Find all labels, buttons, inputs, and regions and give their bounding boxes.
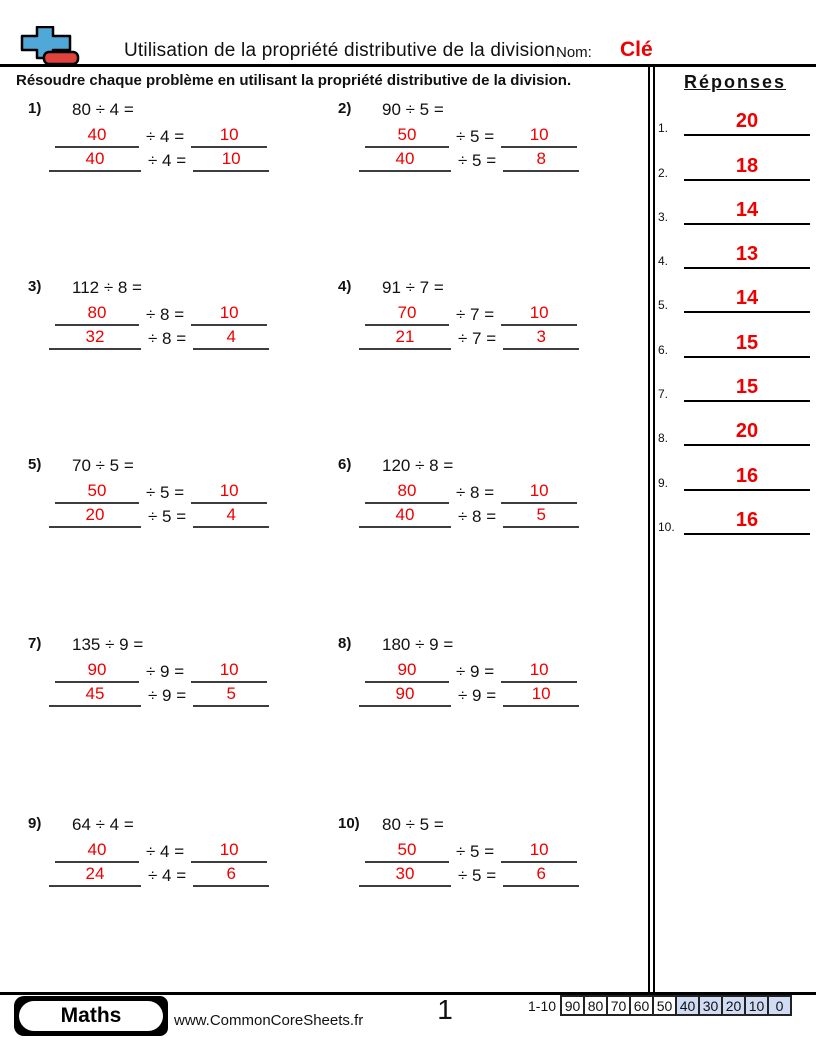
divisor-text: ÷ 4 = (146, 842, 185, 861)
answer-number: 1. (658, 121, 669, 136)
divisor-text: ÷ 5 = (456, 842, 495, 861)
problem-work-row (338, 659, 638, 683)
grading-scale-box: 60 (629, 995, 654, 1016)
answer-value: 20 (684, 108, 810, 136)
result-blank: 10 (191, 302, 267, 326)
operand-blank: 40 (359, 504, 451, 528)
problem-work-row (28, 504, 328, 528)
operand-blank: 40 (49, 148, 141, 172)
result-blank: 10 (501, 839, 577, 863)
operand-blank: 20 (49, 504, 141, 528)
problem-number: 1) (28, 100, 42, 117)
divisor-text: ÷ 9 = (456, 662, 495, 681)
answer-item (658, 225, 810, 269)
maths-brand-label: Maths (19, 1001, 163, 1031)
result-blank: 10 (503, 683, 579, 707)
grading-scale-box: 10 (744, 995, 769, 1016)
result-blank: 10 (501, 659, 577, 683)
problem-block (338, 100, 638, 172)
operand-blank: 45 (49, 683, 141, 707)
result-blank: 10 (501, 124, 577, 148)
maths-brand-logo (14, 996, 168, 1036)
answer-value: 13 (684, 241, 810, 269)
problem-work-row (28, 863, 328, 887)
problem-statement: 180 ÷ 9 = (382, 635, 454, 654)
problem-block (28, 635, 328, 707)
problem-work-row (28, 683, 328, 707)
operand-blank: 40 (55, 124, 139, 148)
vertical-divider (648, 64, 655, 992)
grading-scale-box: 20 (721, 995, 746, 1016)
grading-scale-label: 1-10 (528, 997, 557, 1014)
result-blank: 5 (503, 504, 579, 528)
problem-statement: 91 ÷ 7 = (382, 278, 444, 297)
result-blank: 5 (193, 683, 269, 707)
page-title: Utilisation de la propriété distributive de la division (124, 40, 556, 61)
result-blank: 10 (191, 839, 267, 863)
answer-item (658, 269, 810, 313)
answer-value: 16 (684, 507, 810, 535)
operand-blank: 90 (365, 659, 449, 683)
name-label: Nom: (556, 44, 592, 61)
name-value-key: Clé (620, 38, 653, 61)
problem-statement: 70 ÷ 5 = (72, 456, 134, 475)
result-blank: 10 (191, 124, 267, 148)
answer-number: 2. (658, 165, 669, 180)
operand-blank: 70 (365, 302, 449, 326)
divisor-text: ÷ 7 = (456, 305, 495, 324)
grading-scale-box: 50 (652, 995, 677, 1016)
divisor-text: ÷ 5 = (456, 127, 495, 146)
problem-block (28, 456, 328, 528)
answers-list (658, 92, 810, 535)
divisor-text: ÷ 5 = (458, 151, 497, 170)
operand-blank: 32 (49, 326, 141, 350)
result-blank: 6 (193, 863, 269, 887)
divisor-text: ÷ 9 = (458, 686, 497, 705)
problem-work-row (338, 302, 638, 326)
answer-item (658, 181, 810, 225)
grading-scale-box: 70 (606, 995, 631, 1016)
answers-column (654, 64, 816, 534)
result-blank: 4 (193, 504, 269, 528)
problem-work-row (338, 683, 638, 707)
grading-scale-box: 80 (583, 995, 608, 1016)
problem-work-row (28, 302, 328, 326)
answer-number: 4. (658, 254, 669, 269)
operand-blank: 90 (55, 659, 139, 683)
answer-number: 6. (658, 342, 669, 357)
answer-value: 16 (684, 463, 810, 491)
divisor-text: ÷ 8 = (146, 305, 185, 324)
divisor-text: ÷ 7 = (458, 329, 497, 348)
problem-statement: 120 ÷ 8 = (382, 456, 454, 475)
answer-item (658, 313, 810, 357)
answers-title: Réponses (683, 72, 787, 92)
problem-number: 10) (338, 815, 360, 832)
result-blank: 10 (193, 148, 269, 172)
operand-blank: 50 (365, 839, 449, 863)
grading-scale-box: 30 (698, 995, 723, 1016)
divisor-text: ÷ 8 = (456, 483, 495, 502)
problem-statement: 80 ÷ 4 = (72, 100, 134, 119)
problem-block (338, 635, 638, 707)
problem-work-row (28, 659, 328, 683)
operand-blank: 90 (359, 683, 451, 707)
problem-block (338, 278, 638, 350)
operand-blank: 24 (49, 863, 141, 887)
answer-item (658, 136, 810, 180)
divisor-text: ÷ 8 = (148, 329, 187, 348)
operand-blank: 50 (55, 480, 139, 504)
divisor-text: ÷ 5 = (146, 483, 185, 502)
page-number: 1 (437, 994, 453, 1025)
problem-statement: 112 ÷ 8 = (72, 278, 142, 297)
answer-item (658, 491, 810, 535)
divisor-text: ÷ 4 = (148, 151, 187, 170)
answer-number: 10. (658, 519, 675, 534)
website-url: www.CommonCoreSheets.fr (174, 1012, 364, 1029)
problem-work-row (338, 839, 638, 863)
grading-scale (528, 995, 792, 1016)
result-blank: 4 (193, 326, 269, 350)
operand-blank: 80 (365, 480, 449, 504)
grading-scale-box: 0 (767, 995, 792, 1016)
problem-statement: 90 ÷ 5 = (382, 100, 444, 119)
answer-item (658, 402, 810, 446)
divisor-text: ÷ 4 = (148, 866, 187, 885)
operand-blank: 21 (359, 326, 451, 350)
result-blank: 3 (503, 326, 579, 350)
problem-number: 7) (28, 635, 42, 652)
answer-number: 3. (658, 209, 669, 224)
problem-number: 2) (338, 100, 352, 117)
problem-work-row (338, 863, 638, 887)
divisor-text: ÷ 5 = (458, 866, 497, 885)
problem-work-row (28, 148, 328, 172)
problem-work-row (338, 480, 638, 504)
problem-work-row (28, 124, 328, 148)
problem-number: 4) (338, 278, 352, 295)
divisor-text: ÷ 4 = (146, 127, 185, 146)
result-blank: 10 (191, 659, 267, 683)
problem-work-row (28, 839, 328, 863)
problem-number: 8) (338, 635, 352, 652)
problem-work-row (338, 326, 638, 350)
answer-number: 9. (658, 475, 669, 490)
problem-work-row (338, 504, 638, 528)
problem-statement: 80 ÷ 5 = (382, 815, 444, 834)
problem-block (28, 100, 328, 172)
answer-number: 8. (658, 431, 669, 446)
problem-work-row (338, 148, 638, 172)
answer-value: 18 (684, 153, 810, 181)
operand-blank: 40 (55, 839, 139, 863)
divisor-text: ÷ 9 = (146, 662, 185, 681)
grading-scale-box: 90 (560, 995, 585, 1016)
answer-number: 5. (658, 298, 669, 313)
problem-number: 5) (28, 456, 42, 473)
operand-blank: 40 (359, 148, 451, 172)
problem-block (28, 278, 328, 350)
answer-value: 15 (684, 330, 810, 358)
result-blank: 10 (191, 480, 267, 504)
answer-value: 14 (684, 197, 810, 225)
problem-work-row (28, 480, 328, 504)
result-blank: 10 (501, 480, 577, 504)
answer-item (658, 446, 810, 490)
operand-blank: 30 (359, 863, 451, 887)
operand-blank: 80 (55, 302, 139, 326)
problem-block (338, 815, 638, 887)
answer-item (658, 358, 810, 402)
answer-value: 15 (684, 374, 810, 402)
problem-block (28, 815, 328, 887)
answer-value: 20 (684, 418, 810, 446)
problem-work-row (28, 326, 328, 350)
result-blank: 10 (501, 302, 577, 326)
operand-blank: 50 (365, 124, 449, 148)
answer-item (658, 92, 810, 136)
problem-block (338, 456, 638, 528)
result-blank: 6 (503, 863, 579, 887)
grading-scale-box: 40 (675, 995, 700, 1016)
problem-number: 6) (338, 456, 352, 473)
problem-statement: 135 ÷ 9 = (72, 635, 144, 654)
problem-number: 9) (28, 815, 42, 832)
problem-work-row (338, 124, 638, 148)
result-blank: 8 (503, 148, 579, 172)
problem-statement: 64 ÷ 4 = (72, 815, 134, 834)
answer-value: 14 (684, 285, 810, 313)
divisor-text: ÷ 5 = (148, 507, 187, 526)
divisor-text: ÷ 9 = (148, 686, 187, 705)
divisor-text: ÷ 8 = (458, 507, 497, 526)
problem-number: 3) (28, 278, 42, 295)
answer-number: 7. (658, 387, 669, 402)
instruction-text: Résoudre chaque problème en utilisant la propriété distributive de la division. (16, 72, 572, 89)
